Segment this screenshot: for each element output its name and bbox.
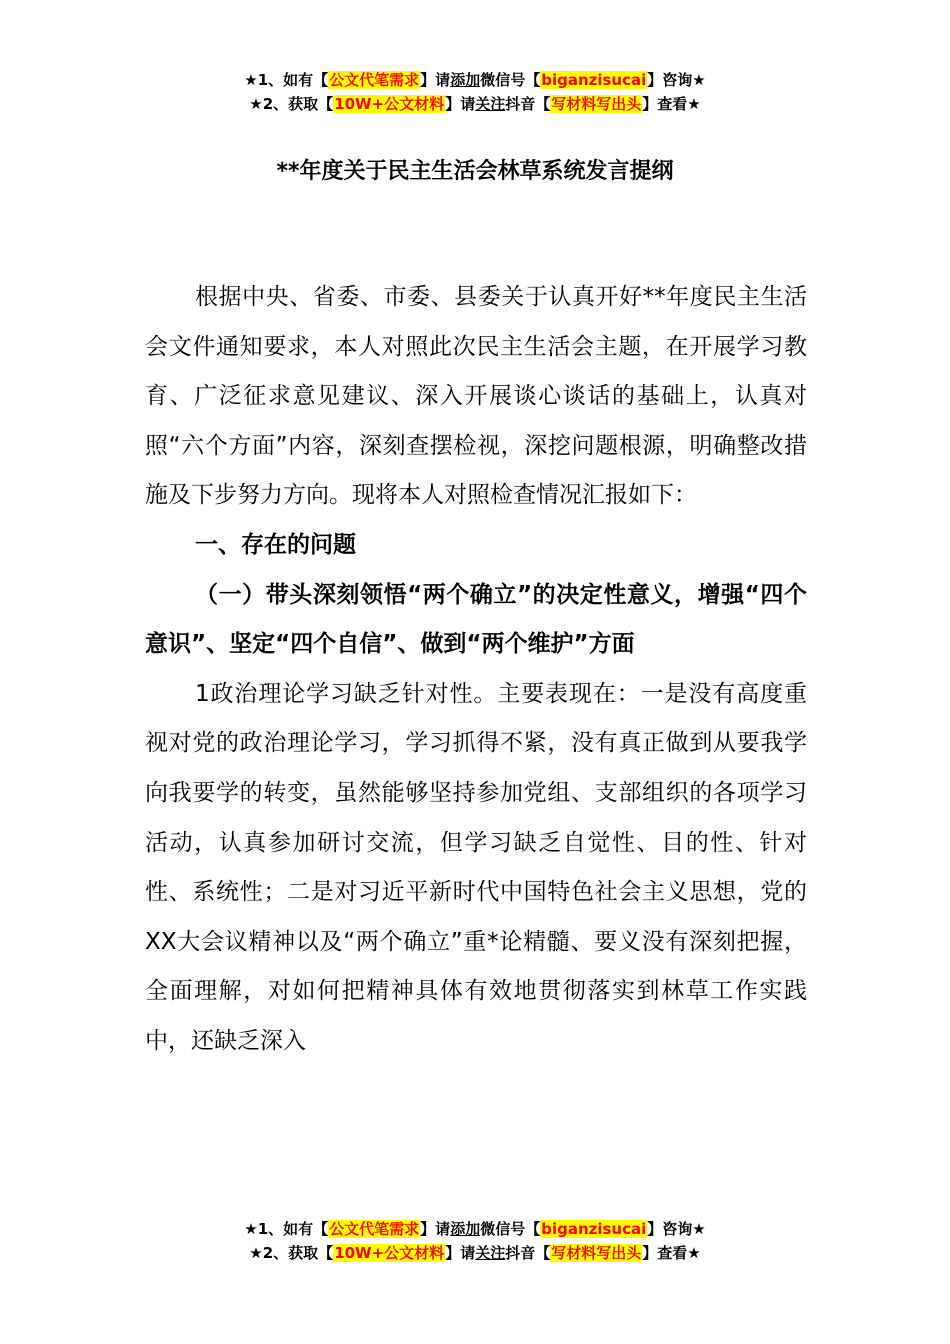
- promo-text: ★2、获取【: [249, 95, 334, 113]
- document-title: **年度关于民主生活会林草系统发言提纲: [276, 159, 674, 184]
- subsection-heading: （一）带头深刻领悟“两个确立”的决定性意义，增强“四个意识”、坚定“四个自信”、做到“两个维护”方面: [145, 581, 807, 658]
- promo-wechat-id: biganzisucai: [541, 71, 647, 89]
- promo-text: 抖音【: [505, 95, 551, 113]
- promo-text: 】请: [445, 95, 476, 113]
- promo-wechat-id: biganzisucai: [541, 1220, 647, 1238]
- promo-text: 】请: [420, 1220, 451, 1238]
- promo-text: ★2、获取【: [249, 1244, 334, 1262]
- promo-douyin-id: 写材料写出头: [551, 1244, 642, 1262]
- promo-text: 微信号【: [480, 71, 541, 89]
- promo-highlight: 10W+公文材料: [334, 95, 445, 113]
- promo-text: 】查看★: [642, 95, 701, 113]
- promo-text: 】请: [445, 1244, 476, 1262]
- promo-highlight: 公文代笔需求: [329, 1220, 420, 1238]
- promo-banner-bottom: [0, 1217, 950, 1265]
- document-body: [145, 273, 807, 1067]
- promo-text: ★1、如有【: [244, 1220, 329, 1238]
- section-heading: 一、存在的问题: [195, 531, 356, 558]
- promo-banner-top: [0, 68, 950, 116]
- promo-underlined: 添加: [450, 1220, 481, 1238]
- promo-text: 】请: [420, 71, 451, 89]
- promo-line-1: [0, 68, 950, 92]
- promo-highlight: 公文代笔需求: [329, 71, 420, 89]
- intro-paragraph: 根据中央、省委、市委、县委关于认真开好**年度民主生活会文件通知要求，本人对照此次民主生活会主题，在开展学习教育、广泛征求意见建议、深入开展谈心谈话的基础上，认真对照“六个方面”内容，深刻查摆检视，深挖问题根源，明确整改措施及下步努力方向。现将本人对照检查情况汇报如下：: [145, 284, 807, 509]
- promo-highlight: 10W+公文材料: [334, 1244, 445, 1262]
- promo-text: 抖音【: [505, 1244, 551, 1262]
- promo-text: 微信号【: [480, 1220, 541, 1238]
- promo-text: ★1、如有【: [244, 71, 329, 89]
- promo-underlined: 关注: [475, 95, 506, 113]
- promo-douyin-id: 写材料写出头: [551, 95, 642, 113]
- promo-underlined: 添加: [450, 71, 481, 89]
- promo-text: 】咨询★: [647, 71, 706, 89]
- promo-text: 】咨询★: [647, 1220, 706, 1238]
- promo-text: 】查看★: [642, 1244, 701, 1262]
- promo-underlined: 关注: [475, 1244, 506, 1262]
- promo-line-2: [0, 1241, 950, 1265]
- body-paragraph: 1政治理论学习缺乏针对性。主要表现在：一是没有高度重视对党的政治理论学习，学习抓得不紧，没有真正做到从要我学向我要学的转变，虽然能够坚持参加党组、支部组织的各项学习活动，认真参加研讨交流，但学习缺乏自觉性、目的性、针对性、系统性；二是对习近平新时代中国特色社会主义思想，党的XX大会议精神以及“两个确立”重*论精髓、要义没有深刻把握，全面理解，对如何把精神具体有效地贯彻落实到林草工作实践中，还缺乏深入: [145, 680, 807, 1054]
- promo-line-1: [0, 1217, 950, 1241]
- promo-line-2: [0, 92, 950, 116]
